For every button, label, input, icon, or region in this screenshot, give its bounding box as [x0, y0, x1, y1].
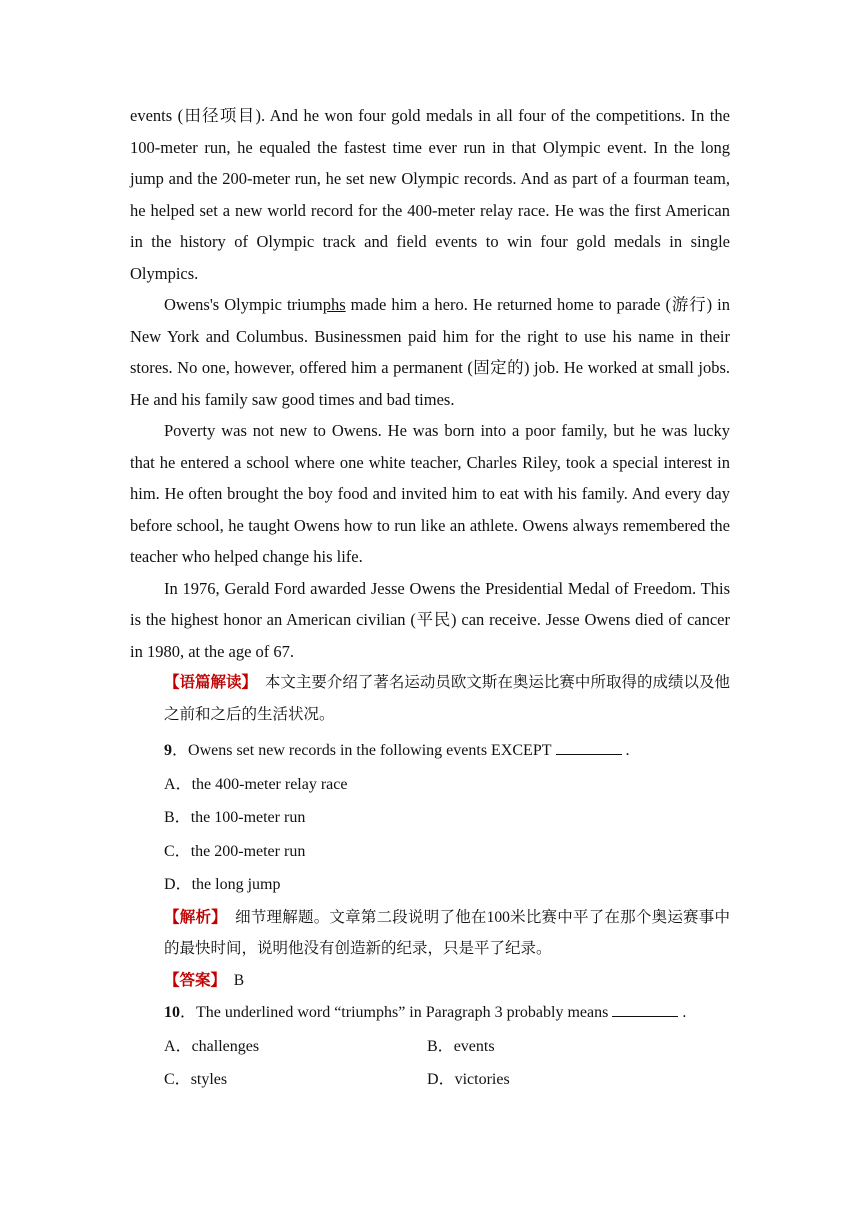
- option-text: the long jump: [191, 876, 281, 893]
- question-10: 10．The underlined word “triumphs” in Paragraph 3 probably means .: [164, 1004, 687, 1021]
- option-text: styles: [190, 1071, 228, 1088]
- analysis-block: [130, 902, 730, 965]
- underlined-word: phs: [322, 295, 346, 314]
- option-letter: D: [427, 1071, 439, 1088]
- option-9d: D．the long jump: [164, 876, 281, 893]
- question-9: 9．Owens set new records in the following events EXCEPT .: [164, 742, 630, 759]
- option-9a: A．the 400-meter relay race: [164, 775, 348, 793]
- options-row-1: [130, 1030, 730, 1064]
- options-row-2: [130, 1063, 730, 1097]
- question-9-text: Owens set new records in the following events EXCEPT: [188, 742, 552, 759]
- interpretation-text: 本文主要介绍了著名运动员欧文斯在奥运比赛中所取得的成绩以及他之前和之后的生活状况。: [164, 674, 730, 723]
- option-text: the 200‑meter run: [190, 842, 306, 860]
- question-9-end: .: [625, 742, 630, 759]
- passage-paragraph-1: events (田径项目). And he won four gold medals in all four of the competitions. In the 100-meter run, he equaled the fastest time ever run in that Olympic event. In the long jump and the 200‑meter run, he set new Olympic records. And as part of a fourman team, he helped set a new world record for the 400‑meter relay race. He was the first American in the history of Olympic track and field events to win four gold medals in single Olympics.: [130, 106, 730, 283]
- option-10d: D．victories: [427, 1071, 510, 1088]
- page-content: [130, 100, 730, 1097]
- interpretation-label: 【语篇解读】: [164, 674, 258, 691]
- question-10-text: The underlined word “triumphs” in Paragraph 3 probably means: [196, 1004, 609, 1021]
- option-10c: C．styles: [164, 1071, 228, 1088]
- question-9-number: 9: [164, 742, 172, 759]
- answer-blank: [556, 740, 622, 755]
- option-9c: C．the 200‑meter run: [164, 842, 306, 860]
- option-9b: B．the 100‑meter run: [164, 809, 306, 826]
- passage-paragraph-2: [130, 289, 730, 415]
- question-10-end: .: [682, 1004, 687, 1021]
- analysis-text: 细节理解题。文章第二段说明了他在100米比赛中平了在那个奥运赛事中的最快时间，说明他没有创造新的纪录，只是平了纪录。: [164, 908, 730, 957]
- analysis-label: 【解析】: [164, 908, 227, 926]
- option-letter: A: [164, 775, 176, 793]
- interpretation-block: [130, 667, 730, 730]
- para2-pre: Owens's Olympic trium: [164, 295, 323, 314]
- option-letter: B: [164, 809, 175, 826]
- question-10-number: 10: [164, 1004, 180, 1021]
- option-10b: B．events: [427, 1037, 495, 1055]
- option-letter: C: [164, 842, 175, 860]
- option-text: challenges: [191, 1037, 260, 1055]
- option-letter: C: [164, 1071, 175, 1088]
- passage-paragraph-4: In 1976, Gerald Ford awarded Jesse Owens the Presidential Medal of Freedom. This is the highest honor an American civilian (平民) can receive. Jesse Owens died of cancer in 1980, at the age of 67.: [130, 578, 730, 661]
- para2-post: made him a hero. He returned home to parade (游行) in New York and Columbus. Businessmen paid him for the right to use his name in their stores. No one, however, offered him a permanent (固定的) job. He worked at small jobs. He and his family saw good times and bad times.: [130, 295, 730, 409]
- option-text: victories: [454, 1071, 510, 1088]
- passage-paragraph-3: Poverty was not new to Owens. He was born into a poor family, but he was lucky that he entered a school where one white teacher, Charles Riley, took a special interest in him. He often brought the boy food and invited him to eat with his family. And every day before school, he taught Owens how to run like an athlete. Owens always remembered the teacher who helped change his life.: [130, 421, 730, 566]
- answer-blank: [612, 1002, 678, 1017]
- option-letter: B: [427, 1037, 438, 1055]
- option-letter: D: [164, 876, 176, 893]
- answer-label: 【答案】: [164, 971, 227, 989]
- option-text: the 400-meter relay race: [191, 775, 348, 793]
- option-text: events: [453, 1037, 495, 1055]
- option-10a: A．challenges: [164, 1037, 260, 1055]
- answer-value: B: [233, 971, 245, 989]
- option-letter: A: [164, 1037, 176, 1055]
- option-text: the 100‑meter run: [190, 809, 306, 826]
- answer-block: [130, 965, 730, 997]
